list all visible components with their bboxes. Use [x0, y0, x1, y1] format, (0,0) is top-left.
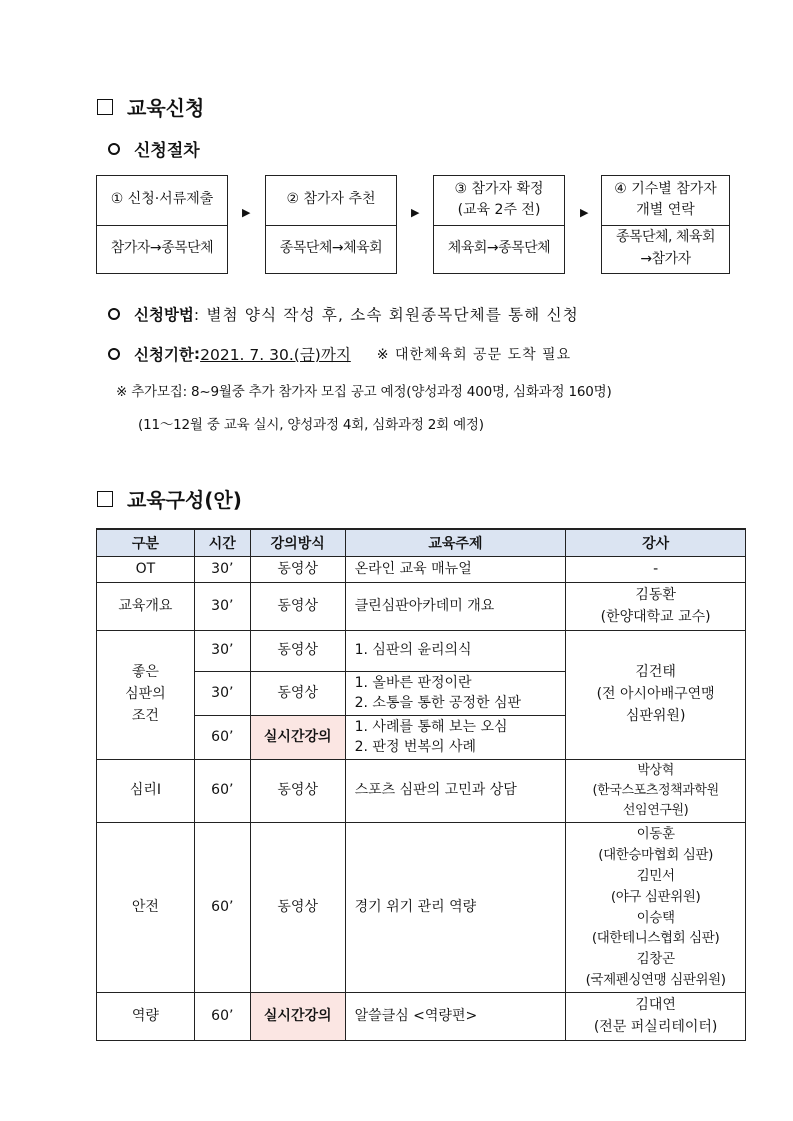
cell-topic: 스포츠 심판의 고민과 상담 [345, 760, 566, 823]
method-text: : 별첨 양식 작성 후, 소속 회원종목단체를 통해 신청 [193, 306, 579, 324]
col-header-category: 구분 [97, 529, 195, 557]
col-header-time: 시간 [194, 529, 250, 557]
extra-recruit-detail: (11～12월 중 교육 실시, 양성과정 4회, 심화과정 2회 예정) [138, 417, 484, 433]
step-1-flow: 참가자→종목단체 [110, 239, 214, 256]
cell-method: 동영상 [250, 823, 345, 993]
method-line [108, 303, 579, 325]
table-row [97, 823, 746, 993]
cell-time: 60’ [194, 760, 250, 823]
step-4-box [601, 175, 730, 274]
table-row [97, 583, 746, 631]
cell-topic: 1. 올바른 판정이란 2. 소통을 통한 공정한 심판 [345, 672, 566, 716]
table-header-row [97, 529, 746, 557]
cell-topic: 1. 사례를 통해 보는 오심 2. 판정 번복의 사례 [345, 716, 566, 760]
extra-recruit-note: ※ 추가모집: 8~9월중 추가 참가자 모집 공고 예정(양성과정 400명, 심화과정 160명) [116, 384, 612, 400]
col-header-lecturer: 강사 [566, 529, 746, 557]
cell-time: 60’ [194, 716, 250, 760]
cell-lecturer: - [566, 557, 746, 583]
step-4-flow: 종목단체, 체육회 →참가자 [615, 229, 716, 267]
step-3-flow: 체육회→종목단체 [447, 239, 551, 256]
col-header-method: 강의방식 [250, 529, 345, 557]
circle-bullet-icon [108, 308, 120, 320]
step-4-title: ④ 기수별 참가자 개별 연락 [602, 176, 729, 226]
step-1-title: ① 신청·서류제출 [97, 176, 227, 226]
cell-method: 동영상 [250, 672, 345, 716]
cell-category: 역량 [97, 993, 195, 1041]
table-row [97, 993, 746, 1041]
cell-topic: 클린심판아카데미 개요 [345, 583, 566, 631]
cell-category: 안전 [97, 823, 195, 993]
cell-category: 좋은 심판의 조건 [97, 631, 195, 760]
arrow-right-icon: ▶ [580, 206, 589, 219]
cell-time: 30’ [194, 672, 250, 716]
cell-time: 30’ [194, 583, 250, 631]
section-heading-apply: 교육신청 [97, 92, 204, 121]
section-heading-composition: 교육구성(안) [97, 484, 242, 513]
deadline-note: ※ 대한체육회 공문 도착 필요 [376, 347, 572, 363]
cell-topic: 온라인 교육 매뉴얼 [345, 557, 566, 583]
course-table [96, 528, 746, 1041]
cell-category: 교육개요 [97, 583, 195, 631]
cell-method: 동영상 [250, 760, 345, 823]
cell-method: 동영상 [250, 583, 345, 631]
cell-method: 동영상 [250, 557, 345, 583]
circle-bullet-icon [108, 143, 120, 155]
cell-method-live: 실시간강의 [250, 993, 345, 1041]
step-2-box [265, 175, 397, 274]
procedure-heading: 신청절차 [108, 136, 200, 161]
circle-bullet-icon [108, 348, 120, 360]
cell-time: 30’ [194, 631, 250, 672]
arrow-right-icon: ▶ [411, 206, 420, 219]
cell-lecturer: 박상혁 (한국스포츠정책과학원 선임연구원) [566, 760, 746, 823]
cell-time: 60’ [194, 823, 250, 993]
table-row [97, 760, 746, 823]
cell-method: 동영상 [250, 631, 345, 672]
deadline-label: 신청기한 [134, 346, 194, 364]
step-2-flow: 종목단체→체육회 [279, 239, 383, 256]
deadline-date: 2021. 7. 30.(금)까지 [200, 346, 351, 364]
cell-lecturer: 이동훈 (대한승마협회 심판) 김민서 (야구 심판위원) 이승택 (대한테니스협회 심판) 김창곤 (국제펜싱연맹 심판위원) [566, 823, 746, 993]
step-3-box [433, 175, 565, 274]
checkbox-square-icon [97, 491, 113, 507]
cell-lecturer: 김대연 (전문 퍼실리테이터) [566, 993, 746, 1041]
checkbox-square-icon [97, 99, 113, 115]
cell-time: 60’ [194, 993, 250, 1041]
table-row [97, 557, 746, 583]
deadline-line [108, 343, 571, 365]
cell-topic: 알쓸클심 <역량편> [345, 993, 566, 1041]
arrow-right-icon: ▶ [242, 206, 251, 219]
cell-lecturer: 김건태 (전 아시아배구연맹 심판위원) [566, 631, 746, 760]
cell-category: OT [97, 557, 195, 583]
col-header-topic: 교육주제 [345, 529, 566, 557]
step-1-box [96, 175, 228, 274]
cell-time: 30’ [194, 557, 250, 583]
cell-lecturer: 김동환 (한양대학교 교수) [566, 583, 746, 631]
cell-topic: 1. 심판의 윤리의식 [345, 631, 566, 672]
cell-topic: 경기 위기 관리 역량 [345, 823, 566, 993]
method-label: 신청방법 [134, 306, 194, 324]
table-row [97, 631, 746, 672]
step-3-title: ③ 참가자 확정 (교육 2주 전) [434, 176, 564, 226]
cell-category: 심리Ⅰ [97, 760, 195, 823]
step-2-title: ② 참가자 추천 [266, 176, 396, 226]
deadline-colon: : [193, 345, 201, 363]
cell-method-live: 실시간강의 [250, 716, 345, 760]
